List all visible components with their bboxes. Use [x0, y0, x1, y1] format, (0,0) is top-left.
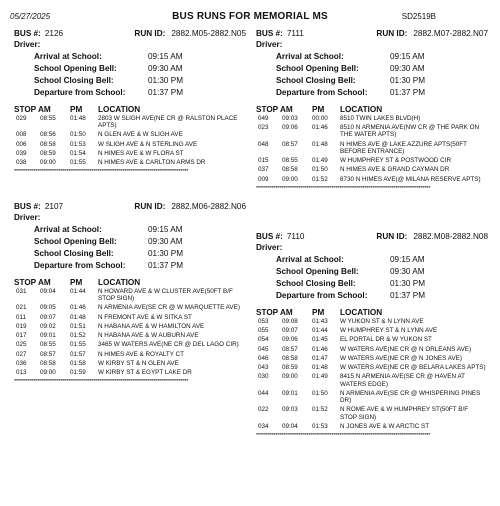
- stop-row: [14, 314, 246, 323]
- opening-bell-label: School Opening Bell:: [34, 237, 117, 246]
- departure-time-value: 01:37 PM: [390, 291, 426, 300]
- stop-row: [14, 341, 246, 350]
- stop-location: W YUKON ST & N LYNN AVE: [340, 318, 424, 325]
- column-headers: [14, 278, 246, 288]
- pm-time: 01:55: [70, 341, 86, 349]
- pm-time: 01:53: [70, 140, 86, 148]
- pm-time: 01:59: [70, 369, 86, 377]
- arrival-time-label: Arrival at School:: [276, 255, 344, 264]
- stop-row: [256, 346, 488, 355]
- stop-column-header: STOP: [256, 308, 279, 317]
- location-column-header: LOCATION: [340, 308, 383, 317]
- opening-bell-value: 09:30 AM: [390, 267, 425, 276]
- arrival-time-label: Arrival at School:: [276, 52, 344, 61]
- separator-line: ******************************************************************************************: [256, 185, 431, 192]
- bus-number: [256, 29, 304, 38]
- stop-row: [256, 390, 488, 406]
- arrival-time-label: Arrival at School:: [34, 225, 102, 234]
- stop-location: N ROME AVE & W HUMPHREY ST(50FT B/F STOP SIGN): [340, 406, 469, 421]
- stop-number: 017: [16, 332, 27, 340]
- pm-time: 01:48: [312, 364, 328, 372]
- am-time: 09:07: [282, 327, 298, 335]
- bus-number: [14, 202, 63, 211]
- stop-location: W SLIGH AVE & N STERLING AVE: [98, 140, 198, 148]
- stop-location: N HIMES AVE & CARLTON ARMS DR: [98, 159, 206, 167]
- am-time: 09:06: [282, 124, 298, 132]
- stop-location: 8730 N HIMES AVE(@ MILANA RESERVE APTS): [340, 175, 481, 183]
- departure-time-label: Departure from School:: [34, 261, 126, 270]
- location-column-header: LOCATION: [98, 105, 141, 114]
- stop-row: [14, 351, 246, 360]
- stop-location: N HOWARD AVE & W CLUSTER AVE(50FT B/F STOP SIGN): [98, 288, 233, 303]
- am-time: 08:57: [282, 140, 298, 148]
- closing-bell-row: [256, 279, 488, 291]
- driver-label: Driver:: [256, 40, 283, 49]
- stop-row: [256, 355, 488, 364]
- am-time: 08:57: [40, 350, 56, 358]
- column-headers: [14, 105, 246, 115]
- location-column-header: LOCATION: [98, 278, 141, 287]
- column-headers: [256, 105, 488, 115]
- pm-time: 01:48: [70, 313, 86, 321]
- run-id: [134, 202, 246, 211]
- pm-time: 01:50: [312, 389, 328, 397]
- am-time: 08:55: [282, 157, 298, 165]
- stop-row: [256, 318, 488, 327]
- pm-time: 01:52: [70, 332, 86, 340]
- stop-number: 037: [258, 166, 269, 174]
- stop-location: 8510 N ARMENIA AVE(NW CR @ THE PARK ON THE WATER APTS): [340, 124, 480, 139]
- bus-block: [14, 29, 246, 175]
- opening-bell-value: 09:30 AM: [390, 64, 425, 73]
- pm-time: 01:51: [70, 322, 86, 330]
- pm-time: 01:47: [312, 354, 328, 362]
- opening-bell-value: 09:30 AM: [148, 237, 183, 246]
- am-time: 09:07: [40, 313, 56, 321]
- opening-bell-row: [14, 237, 246, 249]
- run-id-label: RUN ID:: [134, 202, 166, 211]
- stop-number: 048: [258, 140, 269, 148]
- am-column-header: AM: [38, 105, 51, 114]
- page-title: BUS RUNS FOR MEMORIAL MS: [172, 11, 328, 22]
- stop-row: [256, 157, 488, 166]
- closing-bell-label: School Closing Bell:: [34, 76, 114, 85]
- bus-header: [14, 202, 246, 213]
- pm-time: 01:46: [70, 304, 86, 312]
- column-headers: [256, 308, 488, 318]
- closing-bell-row: [14, 76, 246, 88]
- stop-row: [14, 304, 246, 313]
- stop-row: [14, 360, 246, 369]
- departure-time-row: [14, 88, 246, 100]
- stop-location: EL PORTAL DR & W YUKON ST: [340, 336, 432, 344]
- pm-time: 01:52: [312, 175, 328, 183]
- pm-time: 01:50: [312, 166, 328, 174]
- arrival-time-row: [256, 52, 488, 64]
- am-time: 09:05: [40, 304, 56, 312]
- stop-location: N HIMES AVE & GRAND CAYMAN DR: [340, 166, 450, 174]
- stop-row: [256, 327, 488, 336]
- stop-location: W HUMPHREY ST & POSTWOOD CIR: [340, 157, 452, 165]
- pm-time: 01:48: [70, 115, 86, 122]
- pm-time: 01:57: [70, 350, 86, 358]
- bus-number-value: 2126: [44, 29, 64, 38]
- stop-location: 8510 TWIN LAKES BLVD(H): [340, 115, 421, 122]
- run-id: [376, 29, 488, 38]
- stop-number: 049: [258, 115, 269, 122]
- stop-number: 030: [258, 373, 269, 381]
- arrival-time-value: 09:15 AM: [148, 225, 183, 234]
- pm-time: 01:50: [70, 131, 86, 139]
- run-id: [376, 232, 488, 241]
- am-time: 09:00: [282, 373, 298, 381]
- stop-row: [256, 373, 488, 389]
- arrival-time-value: 09:15 AM: [390, 52, 425, 61]
- stop-row: [14, 150, 246, 159]
- pm-column-header: PM: [70, 278, 83, 287]
- stop-number: 009: [258, 175, 269, 183]
- stop-number: 045: [258, 345, 269, 353]
- closing-bell-label: School Closing Bell:: [34, 249, 114, 258]
- pm-time: 01:44: [70, 288, 86, 295]
- stop-number: 046: [258, 354, 269, 362]
- stop-row: [256, 336, 488, 345]
- pm-time: 01:46: [312, 124, 328, 132]
- pm-time: 01:49: [312, 157, 328, 165]
- stop-location: W WATERS AVE(NE CR @ BELARA LAKES APTS): [340, 364, 486, 372]
- stop-row: [256, 364, 488, 373]
- stop-number: 008: [16, 131, 27, 139]
- am-time: 09:06: [282, 336, 298, 344]
- stop-number: 011: [16, 313, 27, 321]
- stop-column-header: STOP: [256, 105, 279, 114]
- stop-row: [256, 166, 488, 175]
- pm-time: 01:54: [70, 149, 86, 157]
- stop-number: 021: [16, 304, 27, 312]
- am-time: 09:03: [282, 115, 298, 122]
- stop-location: N GLEN AVE & W SLIGH AVE: [98, 131, 183, 139]
- closing-bell-value: 01:30 PM: [390, 279, 426, 288]
- stop-number: 019: [16, 322, 27, 330]
- run-id-value: 2882.M06-2882.N06: [171, 202, 246, 211]
- stop-row: [14, 131, 246, 140]
- run-id-value: 2882.M08-2882.N08: [413, 232, 488, 241]
- arrival-time-row: [14, 225, 246, 237]
- bus-number-value: 7110: [286, 232, 305, 241]
- am-time: 08:58: [40, 140, 56, 148]
- stop-number: 025: [16, 341, 27, 349]
- pm-time: 01:43: [312, 318, 328, 325]
- stop-row: [14, 332, 246, 341]
- pm-time: 01:49: [312, 373, 328, 381]
- stop-row: [256, 406, 488, 422]
- closing-bell-label: School Closing Bell:: [276, 279, 356, 288]
- am-time: 09:04: [40, 288, 56, 295]
- run-id-value: 2882.M07-2882.N07: [413, 29, 488, 38]
- stop-row: [14, 159, 246, 168]
- driver-label: Driver:: [256, 243, 283, 252]
- closing-bell-value: 01:30 PM: [390, 76, 426, 85]
- opening-bell-row: [14, 64, 246, 76]
- departure-time-value: 01:37 PM: [390, 88, 426, 97]
- bus-block: [256, 232, 488, 439]
- stop-number: 029: [16, 115, 27, 122]
- am-column-header: AM: [280, 308, 293, 317]
- stop-location: N HABANA AVE & W AUBURN AVE: [98, 332, 199, 340]
- opening-bell-row: [256, 267, 488, 279]
- am-time: 09:00: [40, 159, 56, 167]
- bus-block: [256, 29, 488, 192]
- am-time: 09:04: [282, 422, 298, 430]
- pm-column-header: PM: [312, 105, 325, 114]
- opening-bell-label: School Opening Bell:: [276, 64, 359, 73]
- am-time: 09:02: [40, 322, 56, 330]
- arrival-time-row: [14, 52, 246, 64]
- document-code: SD2519B: [401, 12, 436, 21]
- am-time: 08:58: [40, 359, 56, 367]
- pm-time: 01:45: [312, 336, 328, 344]
- run-id-value: 2882.M05-2882.N05: [171, 29, 246, 38]
- bus-number-label: BUS #:: [256, 29, 283, 38]
- am-time: 08:58: [282, 166, 298, 174]
- closing-bell-value: 01:30 PM: [148, 76, 184, 85]
- closing-bell-row: [256, 76, 488, 88]
- stop-row: [256, 141, 488, 157]
- location-column-header: LOCATION: [340, 105, 383, 114]
- closing-bell-label: School Closing Bell:: [276, 76, 356, 85]
- departure-time-label: Departure from School:: [34, 88, 126, 97]
- run-id-label: RUN ID:: [376, 232, 408, 241]
- stop-row: [256, 423, 488, 432]
- separator-line: ******************************************************************************************: [14, 379, 189, 386]
- am-time: 09:08: [282, 318, 298, 325]
- stop-row: [14, 369, 246, 378]
- opening-bell-value: 09:30 AM: [148, 64, 183, 73]
- pm-time: 01:48: [312, 140, 328, 148]
- am-time: 08:57: [282, 345, 298, 353]
- stop-number: 013: [16, 369, 27, 377]
- pm-time: 01:53: [312, 422, 328, 430]
- stop-number: 006: [16, 140, 27, 148]
- opening-bell-label: School Opening Bell:: [276, 267, 359, 276]
- stop-location: N FREMONT AVE & W SITKA ST: [98, 313, 192, 321]
- stop-row: [14, 323, 246, 332]
- closing-bell-row: [14, 249, 246, 261]
- stop-number: 053: [258, 318, 269, 325]
- stop-number: 034: [258, 422, 269, 430]
- pm-time: 01:52: [312, 406, 328, 414]
- am-time: 09:00: [40, 369, 56, 377]
- stop-location: N JONES AVE & W ARCTIC ST: [340, 422, 430, 430]
- bus-number: [14, 29, 63, 38]
- pm-column-header: PM: [312, 308, 325, 317]
- bus-number-label: BUS #:: [14, 202, 41, 211]
- bus-number-value: 2107: [44, 202, 64, 211]
- stop-number: 039: [16, 149, 27, 157]
- stop-column-header: STOP: [14, 105, 37, 114]
- driver-label: Driver:: [14, 213, 41, 222]
- stop-column-header: STOP: [14, 278, 37, 287]
- stop-number: 054: [258, 336, 269, 344]
- bus-number-label: BUS #:: [256, 232, 283, 241]
- run-id-label: RUN ID:: [376, 29, 408, 38]
- driver-label: Driver:: [14, 40, 41, 49]
- stop-location: W WATERS AVE(NE CR @ N ORLEANS AVE): [340, 345, 472, 353]
- am-time: 09:01: [282, 389, 298, 397]
- arrival-time-value: 09:15 AM: [390, 255, 425, 264]
- stop-location: N HIMES AVE & W FLORA ST: [98, 149, 184, 157]
- opening-bell-label: School Opening Bell:: [34, 64, 117, 73]
- stop-number: 036: [16, 359, 27, 367]
- stop-location: W KIRBY ST & N GLEN AVE: [98, 359, 179, 367]
- bus-block: [14, 202, 246, 385]
- stop-row: [256, 115, 488, 124]
- stop-number: 044: [258, 389, 269, 397]
- bus-header: [256, 232, 488, 243]
- pm-time: 01:46: [312, 345, 328, 353]
- am-column-header: AM: [38, 278, 51, 287]
- stop-number: 027: [16, 350, 27, 358]
- bus-header: [256, 29, 488, 40]
- stop-number: 038: [16, 159, 27, 167]
- pm-time: 01:44: [312, 327, 328, 335]
- stop-row: [14, 288, 246, 304]
- stop-location: N ARMENIA AVE(SE CR @ WHISPERING PINES DR): [340, 389, 481, 405]
- stop-location: N HIMES AVE @ LAKE AZZURE APTS(50FT BEFORE ENTRANCE): [340, 140, 467, 155]
- stop-location: N ARMENIA AVE(SE CR @ W MARQUETTE AVE): [98, 304, 240, 312]
- am-time: 08:55: [40, 115, 56, 122]
- opening-bell-row: [256, 64, 488, 76]
- departure-time-value: 01:37 PM: [148, 88, 184, 97]
- bus-header: [14, 29, 246, 40]
- separator-line: ******************************************************************************************: [14, 169, 189, 176]
- stop-location: 8415 N ARMENIA AVE(SE CR @ HAVEN AT WATERS EDGE): [340, 373, 465, 388]
- stop-number: 023: [258, 124, 269, 132]
- stop-number: 022: [258, 406, 269, 414]
- stop-row: [14, 141, 246, 150]
- separator-line: ******************************************************************************************: [256, 433, 431, 440]
- am-time: 09:01: [40, 332, 56, 340]
- stop-location: W WATERS AVE(NE CR @ N JONES AVE): [340, 354, 462, 362]
- departure-time-row: [256, 88, 488, 100]
- stop-number: 015: [258, 157, 269, 165]
- closing-bell-value: 01:30 PM: [148, 249, 184, 258]
- stop-number: 043: [258, 364, 269, 372]
- bus-number-value: 7111: [286, 29, 304, 38]
- arrival-time-row: [256, 255, 488, 267]
- am-time: 08:59: [282, 364, 298, 372]
- stop-location: 2803 W SLIGH AVE(NE CR @ RALSTON PLACE APTS): [98, 115, 238, 130]
- am-time: 09:03: [282, 406, 298, 414]
- run-id: [134, 29, 246, 38]
- stop-location: W KIRBY ST & EGYPT LAKE DR: [98, 369, 192, 377]
- departure-time-row: [256, 291, 488, 303]
- bus-number: [256, 232, 304, 241]
- stop-location: N HABANA AVE & W HAMILTON AVE: [98, 322, 205, 330]
- bus-number-label: BUS #:: [14, 29, 41, 38]
- arrival-time-value: 09:15 AM: [148, 52, 183, 61]
- pm-time: 01:55: [70, 159, 86, 167]
- departure-time-label: Departure from School:: [276, 88, 368, 97]
- arrival-time-label: Arrival at School:: [34, 52, 102, 61]
- am-time: 08:58: [282, 354, 298, 362]
- stop-location: N HIMES AVE & ROYALTY CT: [98, 350, 184, 358]
- stop-location: W HUMPHREY ST & N LYNN AVE: [340, 327, 438, 335]
- am-column-header: AM: [280, 105, 293, 114]
- am-time: 08:55: [40, 341, 56, 349]
- pm-time: 00:00: [312, 115, 328, 122]
- am-time: 08:56: [40, 131, 56, 139]
- departure-time-row: [14, 261, 246, 273]
- stop-row: [256, 124, 488, 140]
- stop-number: 055: [258, 327, 269, 335]
- header-date: 05/27/2025: [10, 12, 51, 21]
- stop-location: 3465 W WATERS AVE(NE CR @ DEL LAGO CIR): [98, 341, 239, 349]
- stop-row: [256, 176, 488, 185]
- stop-row: [14, 115, 246, 131]
- run-id-label: RUN ID:: [134, 29, 166, 38]
- departure-time-value: 01:37 PM: [148, 261, 184, 270]
- departure-time-label: Departure from School:: [276, 291, 368, 300]
- stop-number: 031: [16, 288, 27, 295]
- am-time: 08:59: [40, 149, 56, 157]
- pm-column-header: PM: [70, 105, 83, 114]
- am-time: 09:00: [282, 175, 298, 183]
- pm-time: 01:58: [70, 359, 86, 367]
